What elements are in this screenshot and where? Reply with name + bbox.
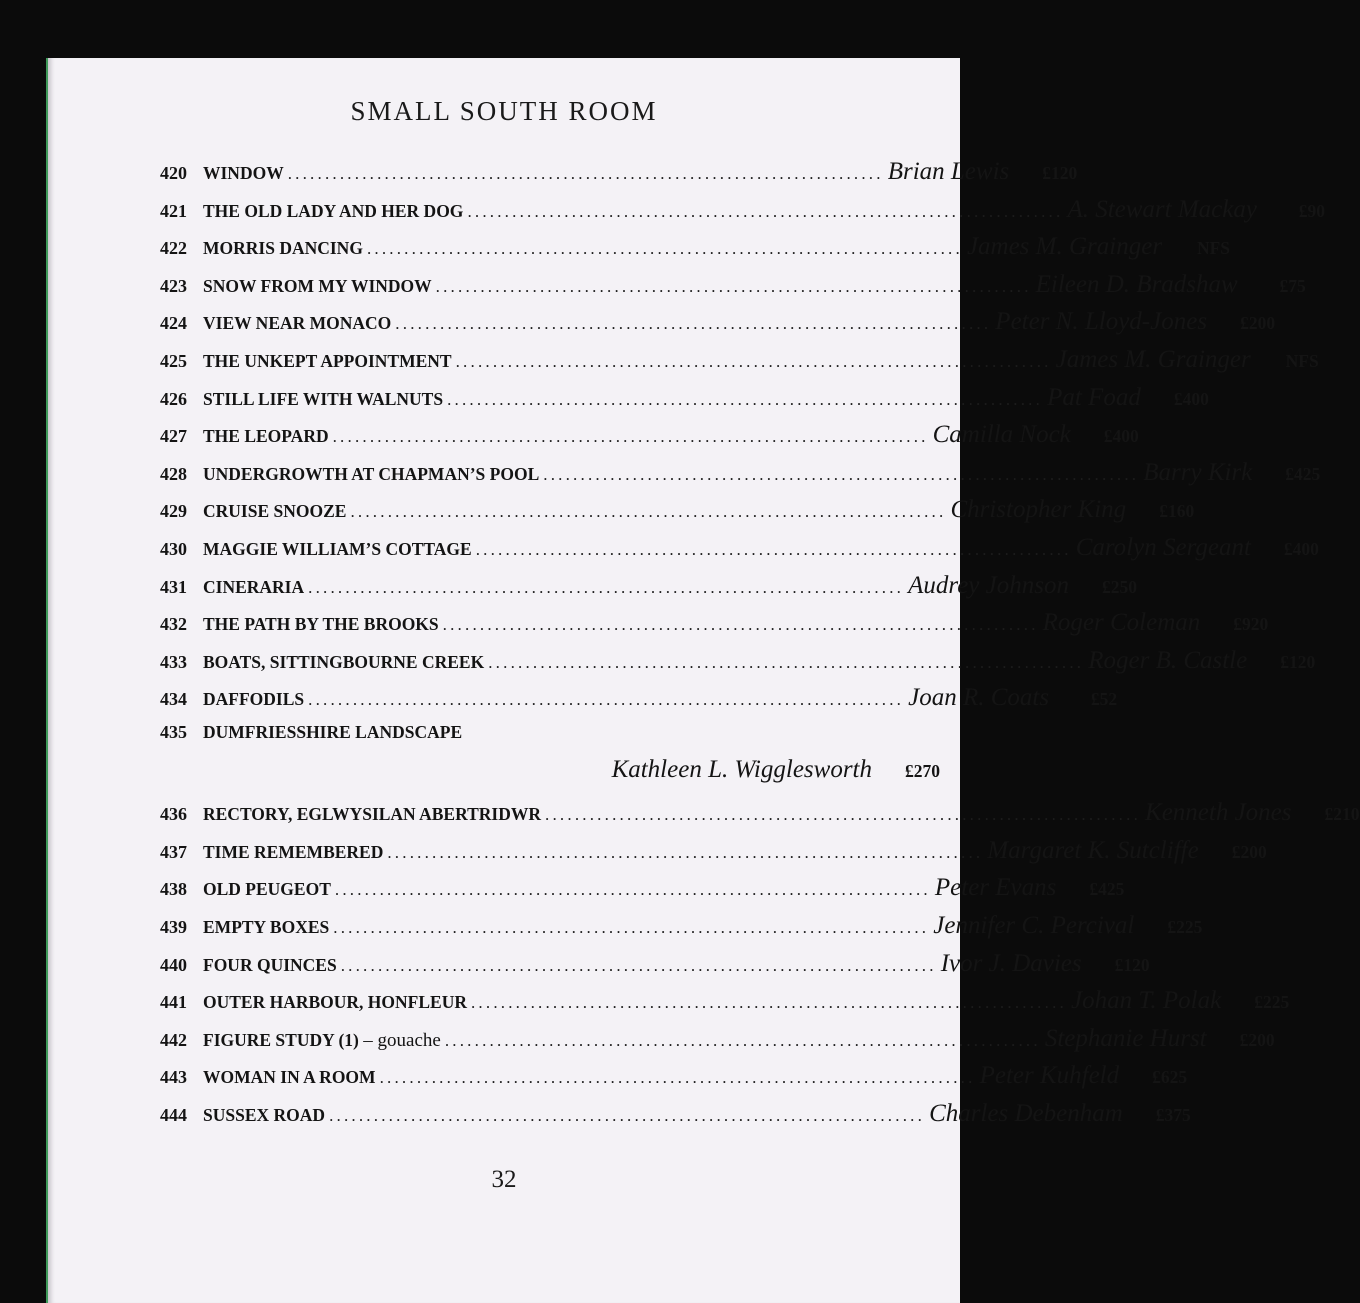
entry-title (203, 276, 432, 297)
entry-price: £120 (1280, 651, 1316, 672)
entry-title (203, 614, 439, 635)
entry-number: 434 (160, 689, 187, 710)
entry-number: 435 (160, 722, 187, 742)
catalogue-entry (160, 233, 1231, 265)
catalogue-entry-continued (160, 756, 940, 788)
leader-dots: ................................................................................ (447, 389, 1044, 409)
catalogue-entry (160, 458, 1321, 491)
leader-dots: ................................................................................ (287, 164, 884, 183)
entry-title (203, 201, 463, 222)
entry-price: £270 (905, 760, 940, 781)
entry-artist: James M. Grainger (966, 233, 1163, 261)
entry-medium: – gouache (363, 1029, 441, 1051)
entry-number: 430 (160, 539, 187, 559)
entry-title-text: THE OLD LADY AND HER DOG (203, 200, 464, 221)
entry-number: 440 (160, 954, 187, 975)
entry-price: £210 (1324, 804, 1360, 825)
entry-artist: Audrey Johnson (908, 571, 1069, 599)
leader-dots: ................................................................................ (334, 880, 931, 900)
entry-price: £120 (1114, 954, 1150, 975)
entry-artist: Brian Lewis (887, 158, 1010, 185)
entry-title (203, 689, 304, 710)
entry-artist: Charles Debenham (929, 1100, 1123, 1127)
entry-artist: Peter Evans (934, 874, 1057, 902)
entry-title-text: BOATS, SITTINGBOURNE CREEK (203, 651, 485, 672)
entry-title (203, 238, 363, 259)
entry-artist: James M. Grainger (1055, 346, 1251, 373)
entry-price: £625 (1152, 1067, 1188, 1088)
entry-artist: Kathleen L. Wigglesworth (611, 755, 872, 783)
entry-artist: Barry Kirk (1143, 458, 1253, 486)
entry-artist: Jennifer C. Percival (933, 912, 1135, 939)
leader-dots: ................................................................................ (308, 577, 905, 597)
leader-dots: ................................................................................ (475, 540, 1072, 559)
entry-title-text: WINDOW (203, 163, 284, 183)
entry-artist: Peter Kuhfeld (979, 1062, 1120, 1090)
entry-artist: Stephanie Hurst (1044, 1024, 1207, 1052)
entry-title (203, 501, 346, 522)
entry-artist: Pat Foad (1047, 383, 1141, 411)
catalogue-entry (160, 308, 1276, 340)
entry-title-text: VIEW NEAR MONACO (203, 313, 392, 334)
catalogue-entry (160, 383, 1209, 416)
entry-number: 426 (160, 388, 187, 409)
entry-price: £200 (1240, 313, 1276, 334)
leader-dots: ................................................................................ (435, 276, 1032, 296)
catalogue-entry (160, 646, 1316, 679)
entry-number: 437 (160, 841, 187, 862)
entry-title (203, 163, 284, 184)
entry-price: £160 (1159, 501, 1195, 522)
entry-title (203, 464, 539, 485)
leader-dots: ................................................................................ (332, 427, 929, 447)
entry-number: 436 (160, 804, 187, 825)
entry-title (203, 804, 541, 825)
entry-price: £75 (1279, 275, 1306, 296)
entry-price: £90 (1298, 200, 1325, 221)
leader-dots: ................................................................................ (329, 1106, 926, 1125)
entry-title-text: WOMAN IN A ROOM (203, 1067, 376, 1088)
catalogue-entry (160, 799, 1360, 831)
catalogue-entry (160, 270, 1306, 303)
entry-title-text: TIME REMEMBERED (203, 841, 384, 862)
catalogue-entry (160, 1062, 1188, 1094)
entry-artist: Ivor J. Davies (940, 949, 1082, 977)
page-title: SMALL SOUTH ROOM (350, 96, 658, 126)
entry-number: 422 (160, 238, 187, 259)
leader-dots: ................................................................................ (333, 918, 930, 937)
entry-number: 432 (160, 614, 187, 635)
catalogue-entry (160, 609, 1269, 641)
entry-number: 425 (160, 351, 187, 371)
catalogue-entry (160, 1024, 1275, 1057)
catalogue-entry (160, 722, 940, 754)
entry-number: 431 (160, 576, 187, 597)
entry-title-text: CRUISE SNOOZE (203, 501, 347, 522)
catalogue-entry (160, 158, 1078, 190)
entry-title (203, 539, 472, 560)
entry-number: 441 (160, 992, 187, 1013)
entry-number: 421 (160, 200, 187, 221)
catalogue-entry (160, 836, 1267, 869)
entry-number: 442 (160, 1029, 187, 1050)
entry-number: 433 (160, 651, 187, 672)
entry-title (203, 917, 329, 938)
entry-title-text: CINERARIA (203, 576, 305, 597)
catalogue-entry (160, 874, 1125, 906)
leader-dots: ................................................................................ (395, 314, 992, 334)
entry-title (203, 842, 383, 863)
entry-title (203, 313, 391, 334)
entry-artist: Camilla Nock (932, 421, 1071, 449)
leader-dots: ................................................................................ (442, 615, 1039, 635)
entry-title-text: RECTORY, EGLWYSILAN ABERTRIDWR (203, 804, 542, 825)
entry-title-text: DAFFODILS (203, 689, 305, 710)
entry-price: £425 (1285, 463, 1321, 484)
entry-number: 438 (160, 879, 187, 900)
leader-dots: ................................................................................ (444, 1030, 1041, 1050)
entry-artist: Margaret K. Sutcliffe (987, 836, 1199, 864)
catalogue-entry (160, 534, 1319, 566)
entry-title-text: MORRIS DANCING (203, 238, 363, 259)
entry-title-text: THE PATH BY THE BROOKS (203, 614, 439, 635)
entry-title-text: UNDERGROWTH AT CHAPMAN’S POOL (203, 463, 540, 484)
page-number: 32 (491, 1166, 517, 1193)
entry-title (203, 652, 484, 673)
leader-dots: ................................................................................ (387, 842, 984, 862)
leader-dots: ................................................................................ (340, 955, 937, 975)
entry-price: £120 (1042, 163, 1078, 183)
entry-number: 424 (160, 313, 187, 334)
entry-title (203, 1067, 376, 1088)
catalogue-entry (160, 1100, 1191, 1132)
leader-dots: ................................................................................ (470, 993, 1067, 1013)
catalogue-entry (160, 421, 1139, 453)
entry-price: NFS (1196, 238, 1231, 259)
catalogue-entry (160, 987, 1290, 1019)
entry-number: 444 (160, 1105, 187, 1125)
catalogue-entry (160, 346, 1319, 378)
entry-title (203, 351, 452, 372)
catalogue-page (48, 58, 1360, 1303)
leader-dots: ................................................................................ (379, 1068, 976, 1088)
entry-title (203, 426, 329, 447)
entry-artist: Peter N. Lloyd-Jones (995, 308, 1208, 336)
entry-number: 427 (160, 426, 187, 447)
entry-title (203, 389, 443, 410)
entry-title-text: FOUR QUINCES (203, 954, 337, 975)
entry-title-text: STILL LIFE WITH WALNUTS (203, 388, 444, 409)
entry-artist: Christopher King (950, 496, 1127, 524)
entry-title-text: SUSSEX ROAD (203, 1105, 326, 1125)
entry-title-text: MAGGIE WILLIAM’S COTTAGE (203, 539, 472, 559)
entry-price: £250 (1101, 576, 1137, 597)
catalogue-entry (160, 195, 1325, 228)
catalogue-entry (160, 571, 1137, 604)
entry-price: £375 (1155, 1105, 1191, 1125)
entry-artist: Roger B. Castle (1088, 646, 1248, 674)
entry-title-text: SNOW FROM MY WINDOW (203, 275, 432, 296)
catalogue-entry (160, 684, 1118, 716)
catalogue-entry (160, 912, 1203, 944)
entry-price: £400 (1173, 388, 1209, 409)
entry-title-text: OLD PEUGEOT (203, 879, 331, 900)
entry-price: £400 (1103, 426, 1139, 447)
catalogue-entry (160, 496, 1195, 528)
entry-artist: Roger Coleman (1042, 609, 1201, 637)
entry-price: £225 (1254, 992, 1290, 1013)
leader-dots: ................................................................................ (467, 201, 1064, 221)
entry-price: £920 (1233, 614, 1269, 635)
entry-artist: A. Stewart Mackay (1067, 195, 1257, 223)
entry-title (203, 1030, 441, 1052)
leader-dots: ................................................................................ (455, 352, 1052, 371)
leader-dots: ................................................................................ (545, 805, 1142, 825)
entry-title-text: OUTER HARBOUR, HONFLEUR (203, 992, 467, 1013)
entry-price: £200 (1239, 1029, 1275, 1050)
entry-price: £400 (1283, 539, 1319, 559)
entry-artist: Eileen D. Bradshaw (1035, 270, 1238, 298)
entry-number: 420 (160, 163, 187, 183)
entry-price: £425 (1089, 879, 1125, 900)
entry-title-text: FIGURE STUDY (1) (203, 1029, 359, 1050)
entry-artist: Carolyn Sergeant (1075, 534, 1251, 561)
entry-title (203, 879, 331, 900)
entry-title (203, 1105, 325, 1126)
entry-title-text: THE UNKEPT APPOINTMENT (203, 351, 452, 371)
entry-artist: Kenneth Jones (1145, 799, 1292, 827)
leader-dots: ................................................................................ (350, 502, 947, 522)
entry-title (203, 577, 304, 598)
entry-number: 429 (160, 501, 187, 522)
entry-number: 428 (160, 463, 187, 484)
entry-number: 443 (160, 1067, 187, 1088)
entry-number: 423 (160, 275, 187, 296)
entry-artist: Joan R. Coats (908, 684, 1050, 712)
leader-dots: ................................................................................ (308, 690, 905, 710)
entry-title-text: THE LEOPARD (203, 426, 329, 447)
entry-title (203, 992, 467, 1013)
leader-dots: ................................................................................ (488, 652, 1085, 672)
entry-price: £52 (1090, 689, 1118, 710)
leader-dots: ................................................................................ (543, 464, 1140, 484)
entry-title (203, 955, 337, 976)
catalogue-entry (160, 949, 1150, 982)
entry-title-text: EMPTY BOXES (203, 917, 330, 937)
entry-price: £225 (1167, 917, 1203, 937)
entry-title (203, 722, 462, 743)
entry-number: 439 (160, 917, 187, 937)
entry-artist: Johan T. Polak (1070, 987, 1222, 1015)
entry-price: NFS (1285, 351, 1319, 371)
leader-dots: ................................................................................ (366, 239, 963, 259)
entry-title-text: DUMFRIESSHIRE LANDSCAPE (203, 722, 463, 742)
entry-price: £200 (1231, 841, 1267, 862)
